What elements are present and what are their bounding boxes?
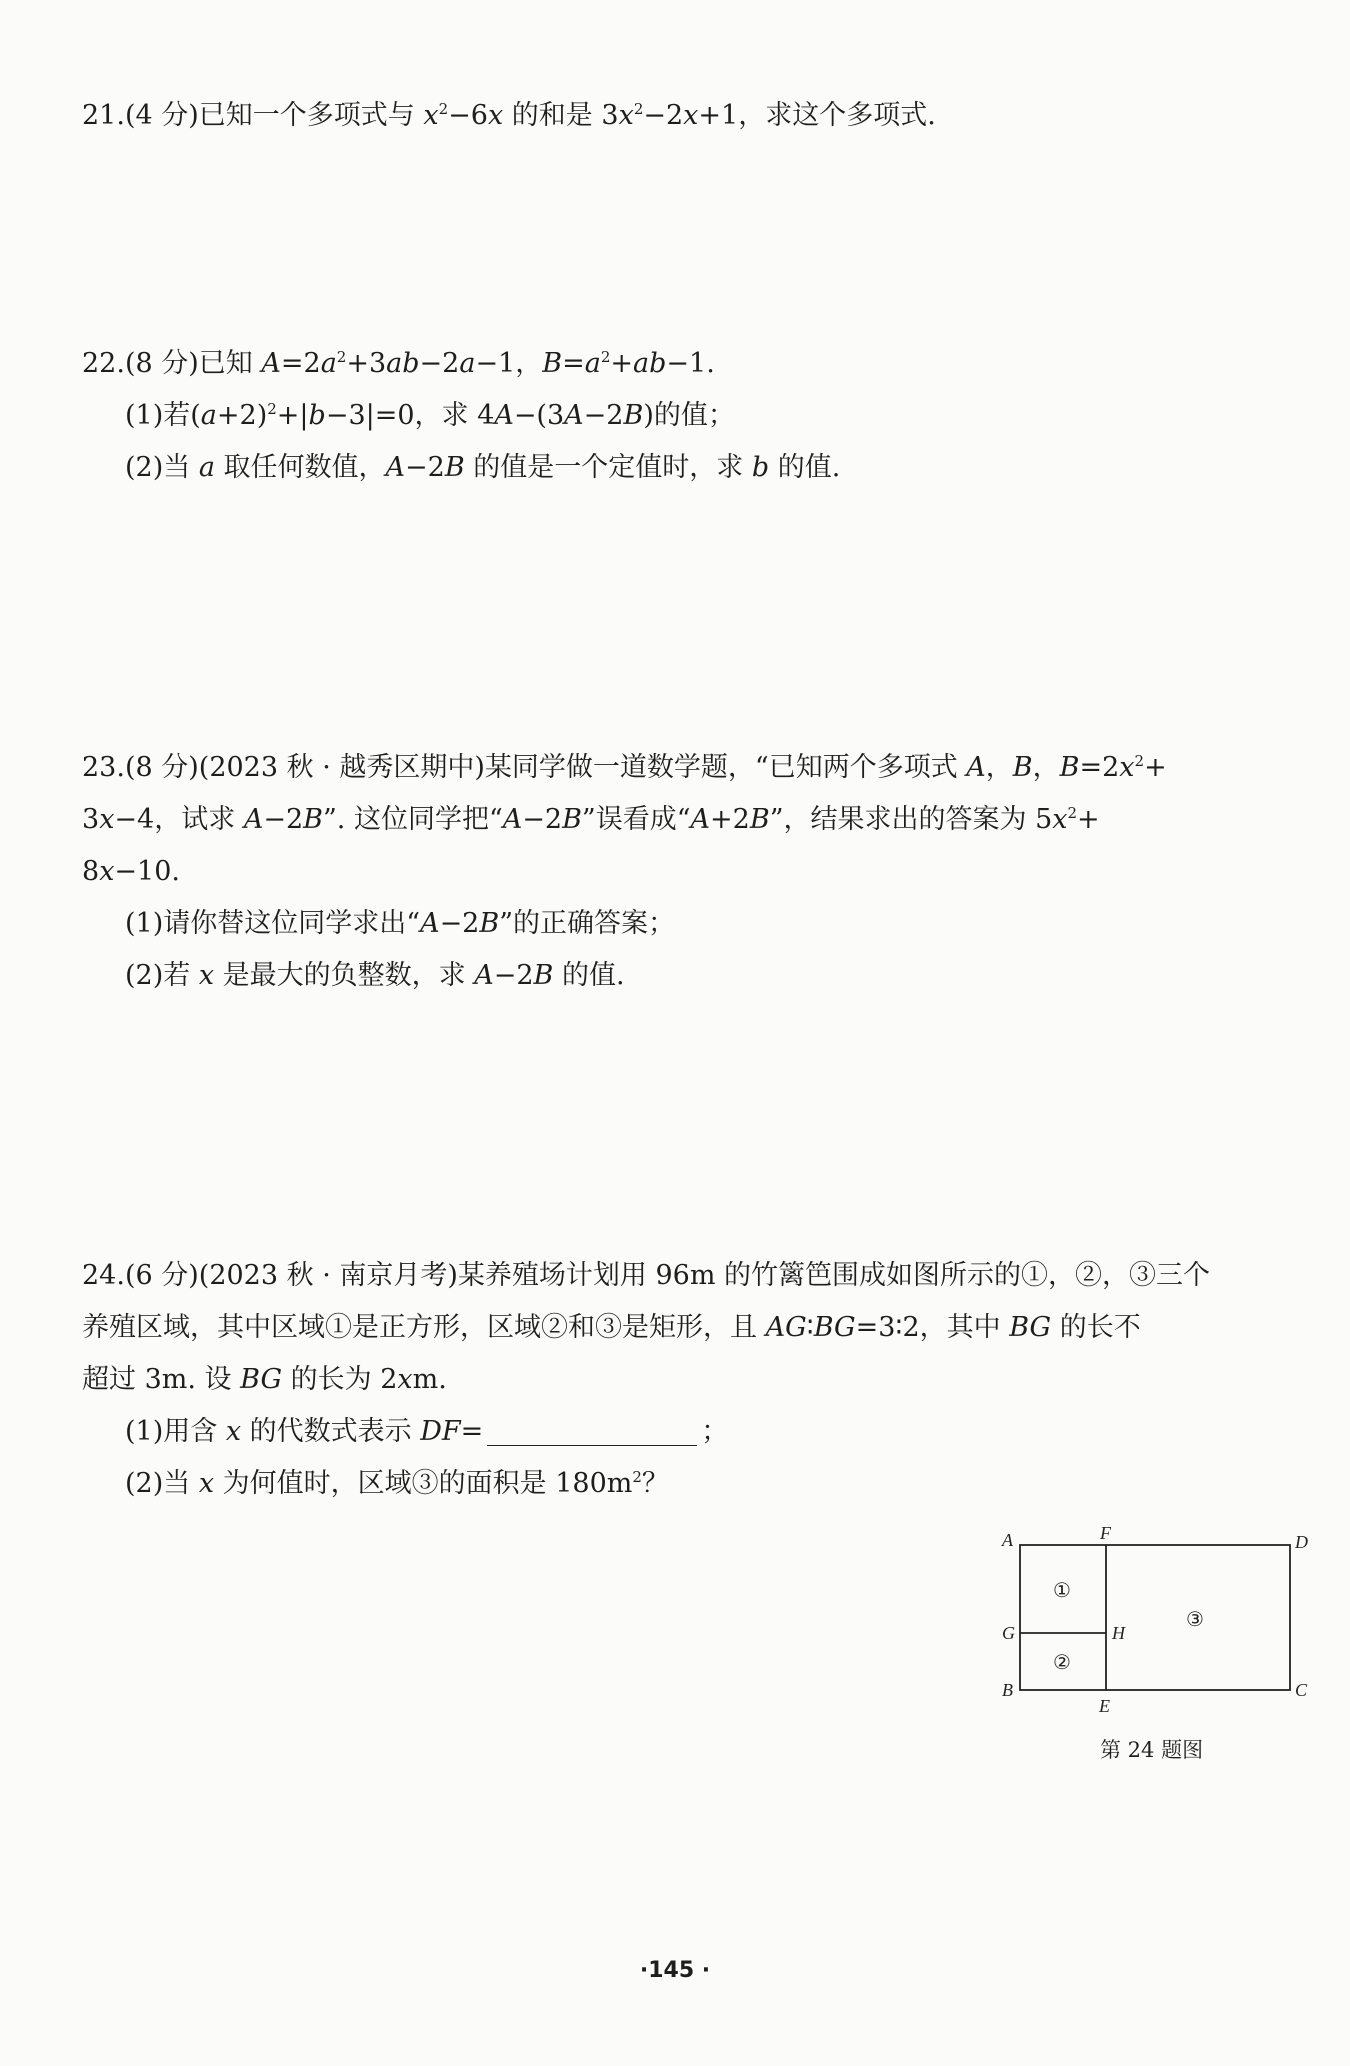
q21-line: 21.(4 分)已知一个多项式与 $x^2-6x$ 的和是 $3x^2-2x+1$，求这个多项式. — [82, 100, 936, 131]
point-e-label: E — [1099, 1696, 1110, 1716]
q22-score: (8 分) — [124, 348, 199, 379]
q23-line2: 3x−4，试求 A−2B”. 这位同学把“A−2B”误看成“A+2B”，结果求出的答案为 $5x^2+$ — [82, 804, 1100, 835]
point-c-label: C — [1295, 1680, 1308, 1700]
answer-blank[interactable] — [487, 1417, 697, 1446]
region-2-label: ② — [1053, 1650, 1071, 1674]
q22-sub1: (1)若$(a+2)^2+|b-3|=0$，求 4A−(3A−2B)的值； — [125, 400, 735, 431]
q22-number: 22. — [82, 348, 125, 379]
point-a-label: A — [1002, 1530, 1013, 1550]
q24-source: (2023 秋 · 南京月考) — [198, 1260, 458, 1291]
q23-sub1: (1)请你替这位同学求出“A−2B”的正确答案； — [125, 908, 676, 939]
point-f-label: F — [1100, 1523, 1111, 1543]
q24-sub2: (2)当 x 为何值时，区域③的面积是 $180m^2$？ — [125, 1468, 669, 1499]
q23-line1: 23.(8 分)(2023 秋 · 越秀区期中)某同学做一道数学题，“已知两个多项式 A，B，$B=2x^2+$ — [82, 752, 1167, 783]
point-h-label: H — [1112, 1623, 1125, 1643]
page-number: ·145 · — [639, 1958, 711, 1983]
q24-line3: 超过 3m. 设 BG 的长为 2xm. — [82, 1364, 447, 1395]
region-3-label: ③ — [1186, 1607, 1204, 1631]
q23-line3: 8x−10. — [82, 856, 180, 887]
q22-sub2: (2)当 a 取任何数值，A−2B 的值是一个定值时，求 b 的值. — [125, 452, 841, 483]
point-d-label: D — [1295, 1532, 1308, 1552]
q24-number: 24. — [82, 1260, 125, 1291]
q24-score: (6 分) — [124, 1260, 199, 1291]
q24-figure — [990, 1520, 1320, 1720]
q23-number: 23. — [82, 752, 125, 783]
q23-sub2: (2)若 x 是最大的负整数，求 A−2B 的值. — [125, 960, 625, 991]
point-g-label: G — [1002, 1623, 1015, 1643]
figure-caption: 第 24 题图 — [1100, 1738, 1204, 1762]
q23-source: (2023 秋 · 越秀区期中) — [198, 752, 485, 783]
region-1-label: ① — [1053, 1578, 1071, 1602]
q21-number: 21. — [82, 100, 125, 131]
q24-line2: 养殖区域，其中区域①是正方形，区域②和③是矩形，且 AG∶BG=3∶2，其中 BG 的长不 — [82, 1312, 1141, 1343]
q22-line: 22.(8 分)已知 $A=2a^2+3ab-2a-1$，$B=a^2+ab-1$. — [82, 348, 715, 379]
q24-line1: 24.(6 分)(2023 秋 · 南京月考)某养殖场计划用 96m 的竹篱笆围成如图所示的①，②，③三个 — [82, 1260, 1211, 1291]
q24-sub1: (1)用含 x 的代数式表示 DF= ； — [125, 1416, 729, 1447]
q23-score: (8 分) — [124, 752, 199, 783]
q21-score: (4 分) — [124, 100, 199, 131]
point-b-label: B — [1002, 1680, 1013, 1700]
